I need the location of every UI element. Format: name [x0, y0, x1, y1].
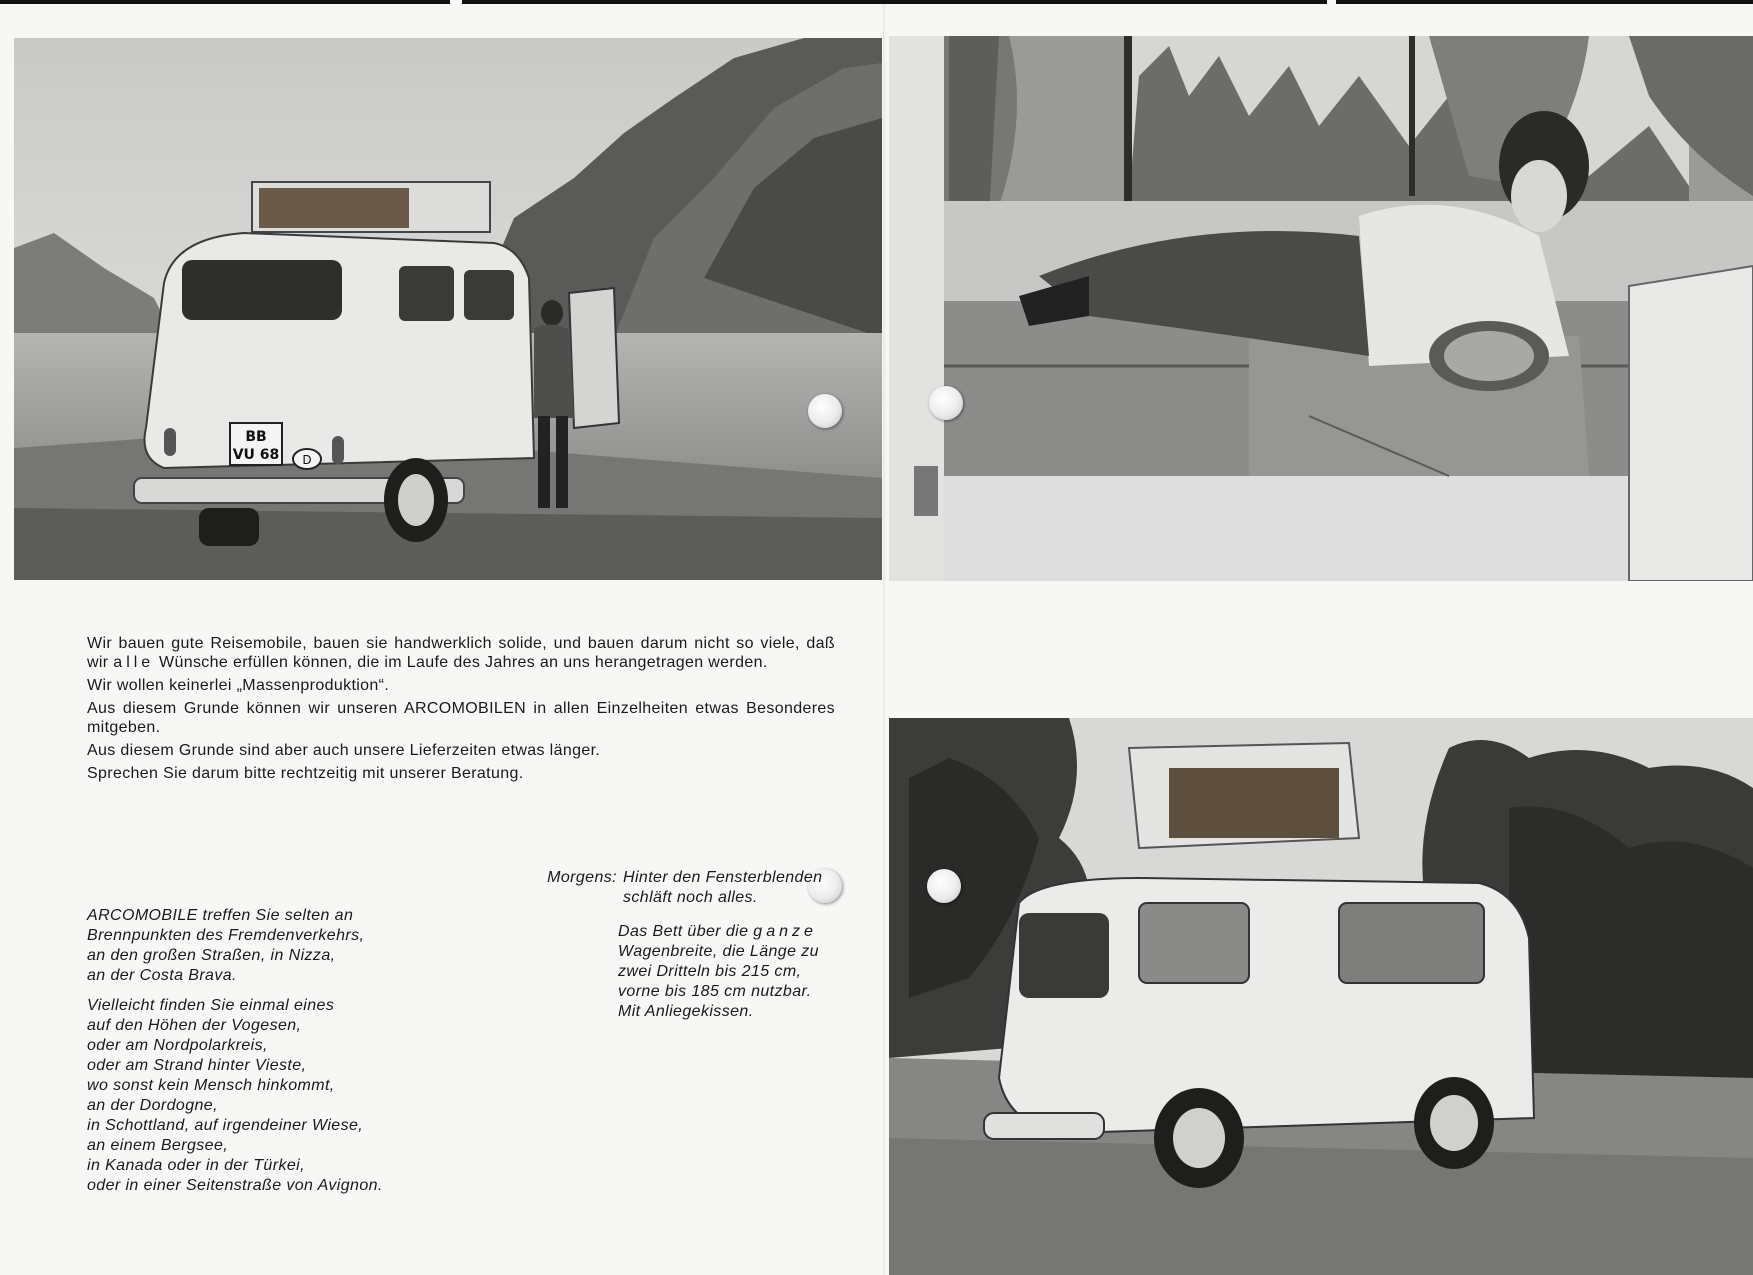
top-edge-strip — [1336, 0, 1753, 4]
top-edge-strip — [0, 0, 450, 4]
caption-line: Hinter den Fensterblenden — [623, 869, 823, 886]
intro-text — [87, 634, 835, 787]
text-line: wo sonst kein Mensch hinkommt, — [87, 1077, 335, 1094]
photo-camper-interior — [889, 36, 1753, 581]
text-line: oder in einer Seitenstraße von Avignon. — [87, 1177, 383, 1194]
license-plate-line2: VU 68 — [232, 447, 280, 463]
intro-paragraph: Aus diesem Grunde sind aber auch unsere Lieferzeiten etwas länger. — [87, 742, 601, 759]
intro-paragraph: Sprechen Sie darum bitte rechtzeitig mit unserer Beratung. — [87, 765, 524, 782]
text-line: oder am Nordpolarkreis, — [87, 1037, 268, 1054]
interior-caption — [537, 868, 857, 1022]
text-line: an den großen Straßen, in Nizza, — [87, 947, 336, 964]
intro-paragraph: Aus diesem Grunde können wir unseren ARCOMOBILEN in allen Einzelheiten etwas Besonderes mitgeben. — [87, 700, 835, 736]
text-line: oder am Strand hinter Vieste, — [87, 1057, 307, 1074]
binding-hole — [808, 394, 842, 428]
caption-line: zwei Dritteln bis 215 cm, — [618, 963, 802, 980]
caption-line: Mit Anliegekissen. — [618, 1003, 754, 1020]
caption-line: schläft noch alles. — [623, 889, 758, 906]
text-line: in Schottland, auf irgendeiner Wiese, — [87, 1117, 364, 1134]
text-line: Brennpunkten des Fremdenverkehrs, — [87, 927, 365, 944]
text-line: an der Costa Brava. — [87, 967, 237, 984]
caption-label: Morgens: — [547, 869, 617, 886]
text-line: an der Dordogne, — [87, 1097, 218, 1114]
caption-line: Wagenbreite, die Länge zu — [618, 943, 819, 960]
text-line: ARCOMOBILE treffen Sie selten an — [87, 907, 354, 924]
text-line: an einem Bergsee, — [87, 1137, 229, 1154]
license-plate-line1: BB — [245, 429, 267, 445]
bed-description: Das Bett über die ganze Wagenbreite, die Länge zu zwei Dritteln bis 215 cm, vorne bis 185 cm nutzbar. Mit Anliegekissen. — [618, 922, 857, 1022]
binding-hole — [929, 386, 963, 420]
country-sticker: D — [302, 453, 312, 467]
photo-van-in-meadow — [889, 718, 1753, 1275]
text-line: in Kanada oder in der Türkei, — [87, 1157, 305, 1174]
text-line: Vielleicht finden Sie einmal eines — [87, 997, 335, 1014]
emphasis-alle: alle — [113, 654, 155, 671]
intro-paragraph: Wir wollen keinerlei „Massenproduktion“. — [87, 677, 390, 694]
photo-van-at-lake — [14, 38, 882, 580]
caption-line: vorne bis 185 cm nutzbar. — [618, 983, 812, 1000]
text-line: auf den Höhen der Vogesen, — [87, 1017, 302, 1034]
intro-paragraph: Wir bauen gute Reisemobile, bauen sie handwerklich solide, und bauen darum nicht so viele, daß wir alle Wünsche erfüllen können, die im Laufe des Jahres an uns herangetragen werden. — [87, 635, 835, 671]
emphasis-ganze: ganze — [753, 923, 817, 940]
page-fold — [883, 0, 887, 1275]
binding-hole — [927, 869, 961, 903]
travel-destinations-text — [87, 906, 487, 1196]
top-edge-strip — [462, 0, 1327, 4]
